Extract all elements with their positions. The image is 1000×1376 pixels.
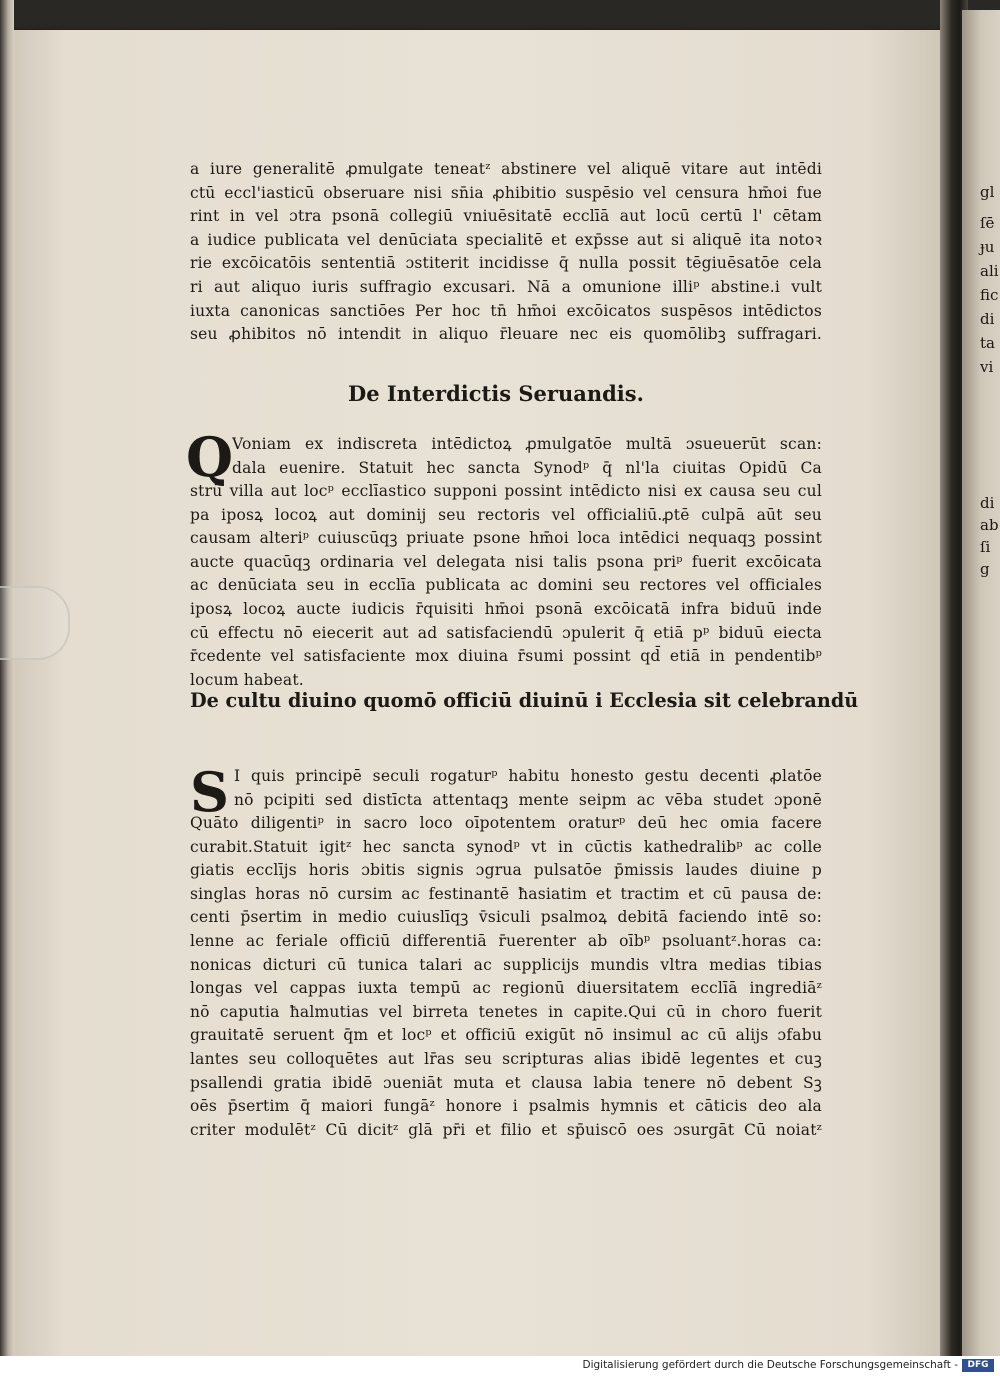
paragraph-interdictis-first-lines [232, 433, 822, 480]
text-line: causam alteriᵖ cuiuscūqꝫ priuate psone hm̄oi loca intēdici nequaqꝫ possint [190, 529, 822, 548]
text-line: curabit.Statuit igitᶻ hec sancta synodᵖ vt in cūctis kathedralibᵖ ac colle [190, 837, 822, 856]
funding-notice: Digitalisierung gefördert durch die Deutsche Forschungsgemeinschaft - [582, 1359, 958, 1371]
text-line: cū effectu nō eiecerit aut ad satisfaciendū ɔpulerit q̄ etiā pᵖ biduū eiecta [190, 623, 822, 642]
text-line: nō pcipiti sed distīcta attentaqꝫ mente seipm ac vēba studet ɔponē [234, 790, 822, 809]
paragraph-cultu-first-lines [234, 765, 822, 812]
text-line: r̄cedente vel satisfaciente mox diuina r̄sumi possint qd̄ etiā in pendentibᵖ [190, 647, 822, 666]
text-line: oēs p̄sertim q̄ maiori fungāᶻ honore i psalmis hymnis et cāticis deo ala [190, 1097, 822, 1116]
text-line: grauitatē seruent q̄m et locᵖ et officiū exigūt nō insimul ac cū alijs ɔfabu [190, 1026, 822, 1045]
text-line-last: locum habeat. [190, 670, 304, 689]
text-line: rint in vel ɔtra psonā collegiū vniuēsitatē ecclīā aut locū certū l' cētam [190, 207, 822, 226]
section-heading-cultu-diuino: De cultu diuino quomō officiū diuinū i Ecclesia sit celebrandū [190, 689, 859, 712]
section-heading-interdictis: De Interdictis Seruandis. [348, 381, 644, 406]
page-clip [0, 586, 70, 660]
margin-fragment: ab [980, 516, 999, 534]
initial-letter: Q [186, 425, 234, 489]
margin-fragment: vi [980, 358, 994, 376]
text-line: nō caputia ħalmutias vel birreta tenetes in capite.Qui cū in choro fuerit [190, 1002, 822, 1021]
text-line: ac denūciata seu in ecclīa publicata ac domini seu rectores vel officiales [190, 576, 822, 595]
left-page-edge [0, 0, 14, 1356]
digitization-footer [0, 1356, 1000, 1376]
text-line: centi p̄sertim in medio cuiuslīqꝫ v̄siculi psalmoꝝ debitā faciendo intē so: [190, 908, 822, 927]
dfg-logo[interactable]: DFG [962, 1359, 994, 1372]
margin-fragment: ali [980, 262, 999, 280]
text-line: strū villa aut locᵖ ecclīastico supponi possint intēdicto nisi ex causa seu cul [190, 482, 822, 500]
paragraph-interdictis [190, 480, 822, 692]
text-line: iposꝝ locoꝝ aucte iudicis r̄quisiti hm̄oi psonā excōicatā infra biduū inde [190, 599, 822, 618]
text-line: Quāto diligentiᵖ in sacro loco oīpotentem oraturᵖ deū hec omia facere [190, 814, 822, 832]
text-line: a iure generalitē ꝓmulgate teneatᶻ abstinere vel aliquē vitare aut intēdi [190, 160, 822, 178]
text-line: pa iposꝝ locoꝝ aut dominij seu rectoris vel officialiū.ꝓtē culpā aūt seu [190, 505, 822, 524]
text-line: nonicas dicturi cū tunica talari ac supplicijs mundis vltra medias tibias [190, 955, 822, 974]
margin-fragment: fic [980, 286, 999, 304]
margin-fragment: di [980, 310, 995, 328]
margin-fragment: di [980, 494, 995, 512]
paragraph-intro [190, 158, 822, 347]
initial-letter: S [190, 760, 229, 824]
margin-fragment: ſē [980, 214, 995, 232]
text-line: ctū eccl'iasticū obseruare nisi sn̄ia ꝓhibitio suspēsio vel censura hm̄oi fue [190, 183, 822, 202]
text-line: lenne ac feriale officiū differentiā r̄uerenter ab oībᵖ psoluantᶻ.horas ca: [190, 931, 822, 950]
text-line: I quis principē seculi rogaturᵖ habitu honesto gestu decenti ꝓlatōe [234, 767, 822, 785]
margin-fragment: gl [980, 183, 995, 201]
text-line: psallendi gratia ibidē ɔueniāt muta et clausa labia tenere nō debent Sꝫ [190, 1073, 822, 1092]
text-line: dala euenire. Statuit hec sancta Synodᵖ q̄ nl'la ciuitas Opidū Ca [232, 458, 822, 477]
text-line: longas vel cappas iuxta tempū ac regionū diuersitatem ecclīā ingrediāᶻ [190, 979, 822, 998]
margin-fragment: g [980, 560, 990, 578]
text-line: seu ꝓhibitos nō intendit in aliquo r̄leuare nec eis quomōlibꝫ suffragari. [190, 325, 822, 344]
text-line: ri aut aliquo iuris suffragio excusari. Nā a omunione illiᵖ abstine.i vult [190, 277, 822, 296]
text-line: criter modulētᶻ Cū dicitᶻ glā pr̄i et filio et sp̄uiscō oes ɔsurgāt Cū noiatᶻ [190, 1120, 822, 1139]
text-line: aucte quacūqꝫ ordinaria vel delegata nisi talis psona priᵖ fuerit excōicata [190, 552, 822, 571]
text-line: singlas horas nō cursim ac festinantē ħasiatim et tractim et cū pausa de: [190, 884, 822, 903]
text-line: iuxta canonicas sanctiōes Per hoc tn̄ hm̄oi excōicatos suspēsos intēdictos [190, 301, 822, 320]
paragraph-cultu-diuino [190, 812, 822, 1142]
text-line: Voniam ex indiscreta intēdictoꝝ ꝓmulgatōe multā ɔsueuerūt scan: [232, 435, 822, 453]
text-line: rie excōicatōis sententiā ɔstiterit incidisse q̄ nulla possit tēgiuēsatōe cela [190, 254, 822, 273]
text-line: a iudice publicata vel denūciata specialitē et exp̄sse aut si aliquē ita notoꝛ [190, 230, 822, 249]
text-line: giatis ecclījs horis ɔbitis signis ɔgrua pulsatōe p̄missis laudes diuine p [190, 861, 822, 880]
facing-page-fragment [962, 10, 1000, 1356]
text-line: lantes seu colloquētes aut lr̄as seu scripturas alias ibidē legentes et cuꝫ [190, 1049, 822, 1068]
margin-fragment: ſi [980, 538, 991, 556]
margin-fragment: ta [980, 334, 995, 352]
margin-fragment: ɟu [980, 238, 995, 256]
